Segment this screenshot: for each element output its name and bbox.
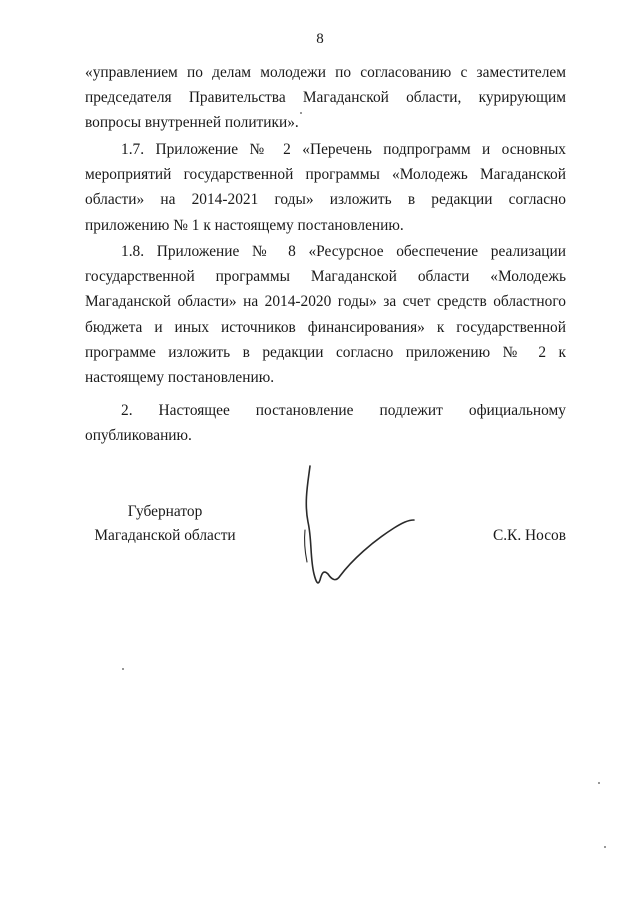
scan-speck <box>598 782 600 784</box>
signatory-title <box>80 500 250 548</box>
scan-speck <box>122 668 124 670</box>
scan-speck <box>604 846 606 848</box>
paragraph-item-1-8: 1.8. Приложение № 8 «Ресурсное обеспечение реализации государственной программы Магаданской области «Молодежь Магаданской области» на 2014-2020 годы» за счет средств областного бюджета и иных источников финансирования» к государственной программе изложить в редакции согласно приложению № 2 к настоящему постановлению. <box>85 243 566 387</box>
paragraph-continuation: «управлением по делам молодежи по согласованию с заместителем председателя Правительства Магаданской области, курирующим вопросы внутренней политики». <box>85 64 566 132</box>
handwritten-signature-icon <box>290 462 430 592</box>
signatory-name: С.К. Носов <box>492 527 566 544</box>
paragraph-item-2: 2. Настоящее постановление подлежит официальному опубликованию. <box>85 402 566 445</box>
page-number: 8 <box>316 31 324 47</box>
signatory-title-line-2: Магаданской области <box>94 527 236 544</box>
paragraph-item-1-7: 1.7. Приложение № 2 «Перечень подпрограмм и основных мероприятий государственной программы «Молодежь Магаданской области» на 2014-2021 годы» изложить в редакции согласно приложению № 1 к настоящему постановлению. <box>85 141 566 234</box>
signatory-title-line-1: Губернатор <box>127 503 203 520</box>
scan-speck <box>300 112 302 114</box>
